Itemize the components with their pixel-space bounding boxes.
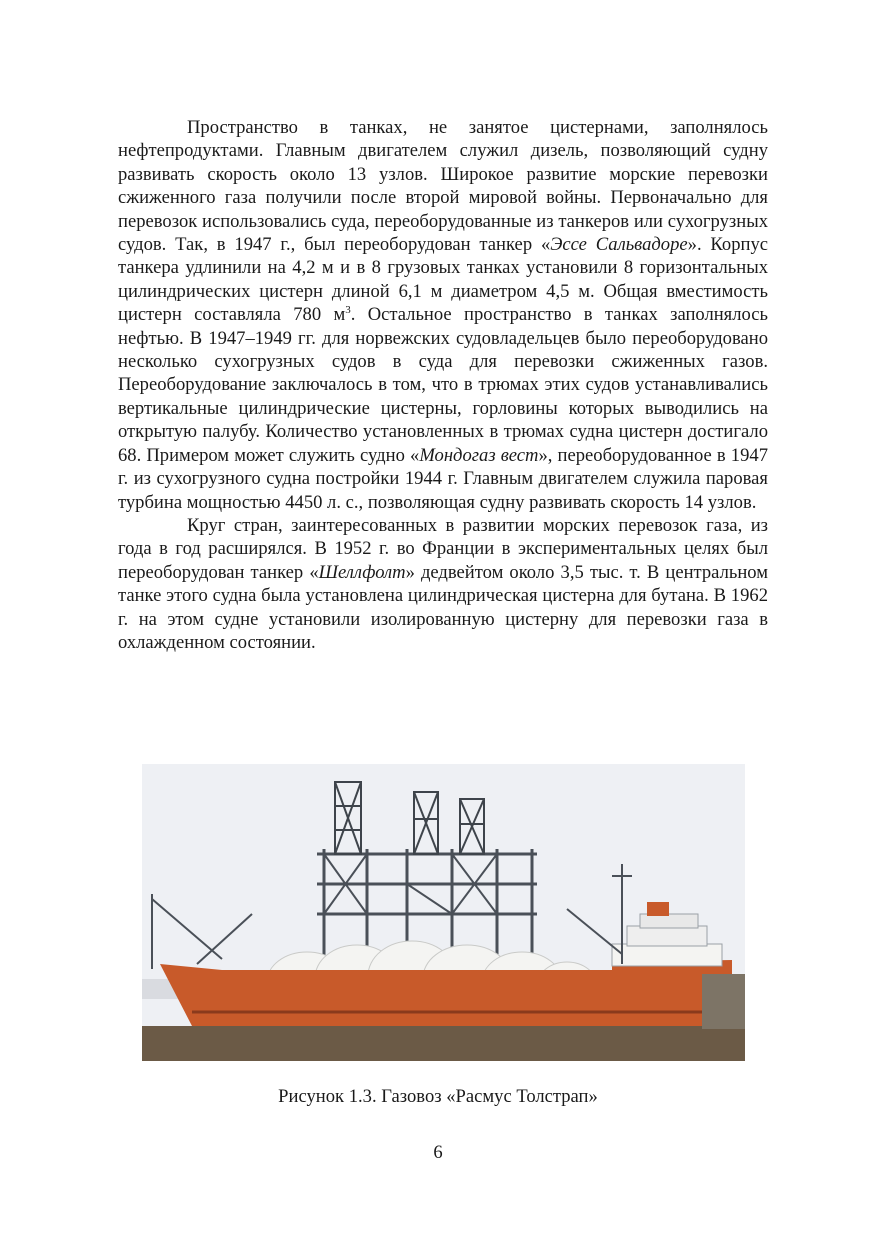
paragraph: Пространство в танках, не занятое цистернами, заполнялось нефтепродуктами. Главным двигателем служил дизель, позволяющий судну развивать скорость около 13 узлов. Широкое развитие морские перевозки сжиженного газа получили после второй мировой войны. Первоначально для перевозок использовались суда, переоборудованные из танкеров или сухогрузных судов. Так, в 1947 г., был переоборудован танкер «Эссе Сальвадоре». Корпус танкера удлинили на 4,2 м и в 8 грузовых танках установили 8 горизонтальных цилиндрических цистерн длиной 6,1 м диаметром 4,5 м. Общая вместимость цистерн составляла 780 $м^3$. Остальное пространство в танках заполнялось нефтью. В 1947–1949 гг. для норвежских судовладельцев было переоборудовано несколько сухогрузных судов в суда для перевозки сжиженных газов. Переоборудование заключалось в том, что в трюмах этих судов устанавливались вертикальные цилиндрические цистерны, горловины которых выводились на открытую палубу. Количество установленных в трюмах судна цистерн достигало 68. Примером может служить судно «Мондогаз вест», переоборудованное в 1947 г. из сухогрузного судна постройки 1944 г. Главным двигателем служила паровая турбина мощностью 4450 л. с., позволяющая судну развивать скорость 14 узлов. [118,117,769,513]
ship-name: Шеллфолт [318,561,406,583]
body-text [118,116,768,654]
page-number: 6 [433,1142,443,1163]
figure-caption: Рисунок 1.3. Газовоз «Расмус Толстрап» [278,1086,598,1107]
ship-photo [142,764,745,1061]
gas-carrier-illustration [142,764,745,1061]
ship-name: Мондогаз вест [419,444,539,466]
water [142,1026,745,1061]
paragraph: Круг стран, заинтересованных в развитии морских перевозок газа, из года в год расширялся. В 1952 г. во Франции в экспериментальных целях был переоборудован танкер «Шеллфолт» дедвейтом около 3,5 тыс. т. В центральном танке этого судна была установлена цилиндрическая цистерна для бутана. В 1962 г. на этом судне установили изолированную цистерну для перевозки газа в охлажденном состоянии. [118,514,769,653]
superscript: 3 [345,304,351,317]
ship-name: Эссе Сальвадоре [550,234,688,256]
quay [702,974,745,1029]
